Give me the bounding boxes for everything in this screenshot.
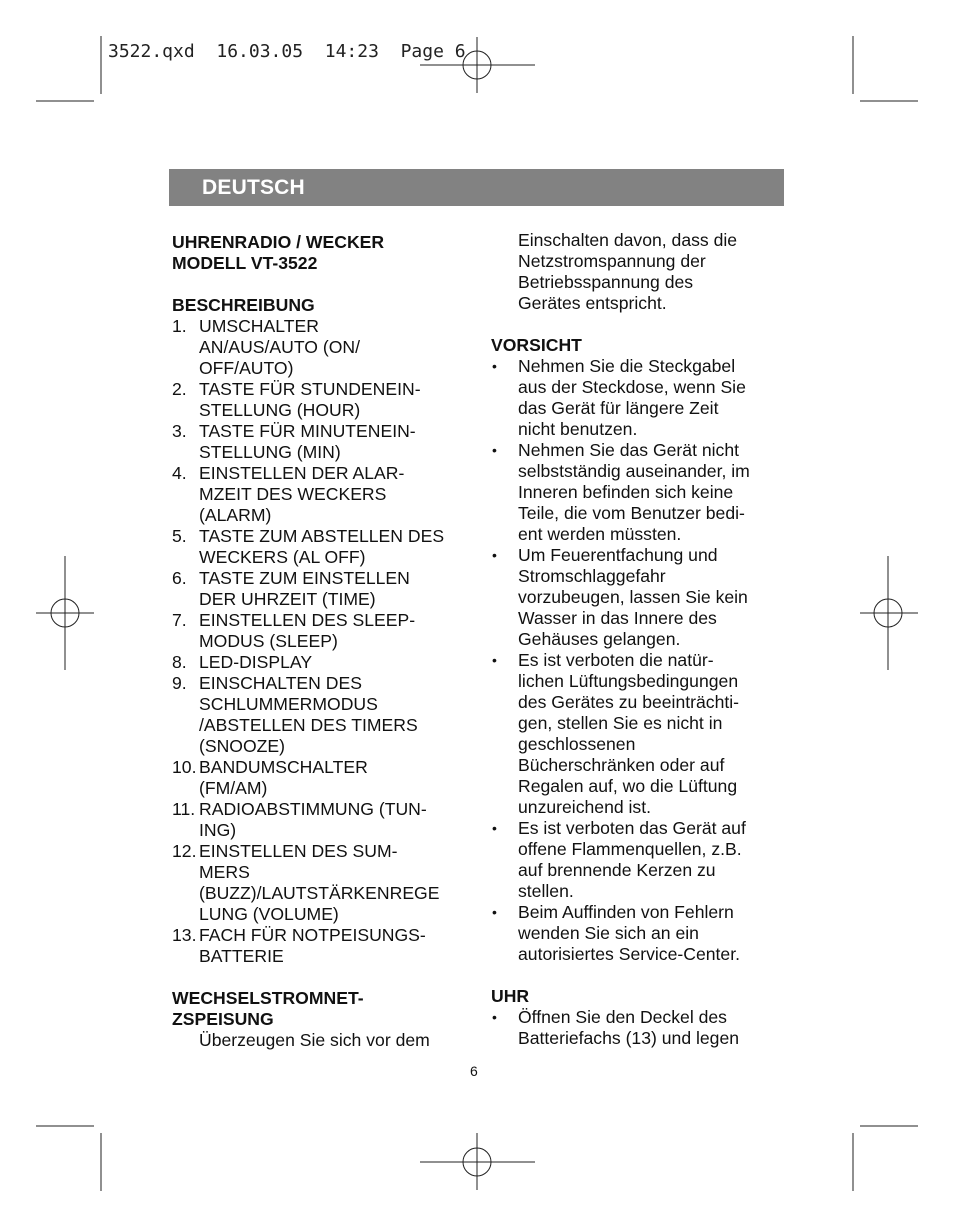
list-item-line: EINSCHALTEN DES xyxy=(199,673,362,693)
bullet-icon: • xyxy=(492,358,497,374)
list-item-number: 1. xyxy=(172,316,187,336)
list-item xyxy=(172,316,472,379)
bullet-line: lichen Lüftungsbedingungen xyxy=(518,671,739,691)
language-banner xyxy=(169,169,784,206)
bullet-line: nicht benutzen. xyxy=(518,419,638,439)
power-text-continued xyxy=(491,230,791,314)
bullet-line: geschlossenen xyxy=(518,734,636,754)
caution-heading: VORSICHT xyxy=(491,335,582,355)
list-item-number: 12. xyxy=(172,841,197,861)
list-item-line: (SNOOZE) xyxy=(199,736,286,756)
page-number: 6 xyxy=(470,1063,478,1079)
list-item-line: DER UHRZEIT (TIME) xyxy=(199,589,376,609)
list-item-line: (ALARM) xyxy=(199,505,272,525)
list-item-line: (FM/AM) xyxy=(199,778,268,798)
bullet-line: Bücherschränken oder auf xyxy=(518,755,725,775)
bullet-line: Nehmen Sie die Steckgabel xyxy=(518,356,736,376)
list-item xyxy=(172,841,472,925)
list-item-line: AN/AUS/AUTO (ON/ xyxy=(199,337,360,357)
bullet-icon: • xyxy=(492,904,497,920)
right-column xyxy=(491,230,791,1049)
list-item-number: 5. xyxy=(172,526,187,546)
list-item-line: MODUS (SLEEP) xyxy=(199,631,338,651)
bullet-item xyxy=(491,440,791,545)
bullet-line: Stromschlaggefahr xyxy=(518,566,666,586)
model-line: MODELL VT-3522 xyxy=(172,253,318,273)
list-item-number: 13. xyxy=(172,925,197,945)
bullet-line: das Gerät für längere Zeit xyxy=(518,398,719,418)
bullet-line: Um Feuerentfachung und xyxy=(518,545,718,565)
list-item-line: (BUZZ)/LAUTSTÄRKENREGE xyxy=(199,883,440,903)
bullet-line: Öffnen Sie den Deckel des xyxy=(518,1007,727,1027)
bullet-line: Es ist verboten die natür- xyxy=(518,650,714,670)
text-line: Betriebsspannung des xyxy=(518,272,694,292)
bullet-line: offene Flammenquellen, z.B. xyxy=(518,839,742,859)
list-item-line: BATTERIE xyxy=(199,946,284,966)
list-item-line: EINSTELLEN DER ALAR- xyxy=(199,463,405,483)
list-item-line: BANDUMSCHALTER xyxy=(199,757,368,777)
list-item-line: EINSTELLEN DES SUM- xyxy=(199,841,398,861)
description-heading: BESCHREIBUNG xyxy=(172,295,315,315)
list-item xyxy=(172,463,472,526)
bullet-line: Es ist verboten das Gerät auf xyxy=(518,818,746,838)
list-item-number: 6. xyxy=(172,568,187,588)
list-item-number: 8. xyxy=(172,652,187,672)
list-item xyxy=(172,757,472,799)
list-item-line: ING) xyxy=(199,820,237,840)
list-item xyxy=(172,652,472,673)
title-line: UHRENRADIO / WECKER xyxy=(172,232,385,252)
bullet-icon: • xyxy=(492,820,497,836)
list-item-line: EINSTELLEN DES SLEEP- xyxy=(199,610,416,630)
list-item xyxy=(172,421,472,463)
bullet-item xyxy=(491,818,791,902)
list-item xyxy=(172,379,472,421)
bullet-line: Regalen auf, wo die Lüftung xyxy=(518,776,738,796)
bullet-line: selbstständig auseinander, im xyxy=(518,461,750,481)
bullet-item xyxy=(491,650,791,818)
bullet-line: wenden Sie sich an ein xyxy=(518,923,699,943)
list-item xyxy=(172,610,472,652)
list-item-line: TASTE ZUM EINSTELLEN xyxy=(199,568,410,588)
bullet-line: unzureichend ist. xyxy=(518,797,652,817)
clock-heading: UHR xyxy=(491,986,530,1006)
list-item xyxy=(172,799,472,841)
bullet-line: auf brennende Kerzen zu xyxy=(518,860,716,880)
list-item-number: 4. xyxy=(172,463,187,483)
bullet-line: des Gerätes zu beeinträchti- xyxy=(518,692,740,712)
left-column xyxy=(172,232,472,1051)
list-item-line: TASTE ZUM ABSTELLEN DES xyxy=(199,526,445,546)
bullet-line: gen, stellen Sie es nicht in xyxy=(518,713,723,733)
list-item-line: FACH FÜR NOTPEISUNGS- xyxy=(199,925,426,945)
list-item-number: 10. xyxy=(172,757,197,777)
bullet-line: vorzubeugen, lassen Sie kein xyxy=(518,587,748,607)
list-item-line: TASTE FÜR STUNDENEIN- xyxy=(199,379,421,399)
bullet-icon: • xyxy=(492,547,497,563)
list-item-line: STELLUNG (MIN) xyxy=(199,442,341,462)
bullet-line: Teile, die vom Benutzer bedi- xyxy=(518,503,745,523)
bullet-line: Batteriefachs (13) und legen xyxy=(518,1028,740,1048)
list-item-number: 11. xyxy=(172,799,196,819)
caution-list xyxy=(491,356,791,965)
list-item-line: RADIOABSTIMMUNG (TUN- xyxy=(199,799,427,819)
bullet-line: Gehäuses gelangen. xyxy=(518,629,681,649)
bullet-line: Wasser in das Innere des xyxy=(518,608,717,628)
bullet-icon: • xyxy=(492,652,497,668)
parts-list xyxy=(172,316,472,967)
bullet-icon: • xyxy=(492,1009,497,1025)
list-item-line: UMSCHALTER xyxy=(199,316,319,336)
bullet-icon: • xyxy=(492,442,497,458)
bullet-line: autorisiertes Service-Center. xyxy=(518,944,740,964)
list-item-number: 3. xyxy=(172,421,187,441)
list-item-line: MERS xyxy=(199,862,250,882)
list-item-line: LED-DISPLAY xyxy=(199,652,313,672)
power-heading-cont: ZSPEISUNG xyxy=(172,1009,274,1029)
list-item-number: 2. xyxy=(172,379,187,399)
bullet-line: Beim Auffinden von Fehlern xyxy=(518,902,734,922)
list-item-line: WECKERS (AL OFF) xyxy=(199,547,366,567)
bullet-item xyxy=(491,545,791,650)
list-item xyxy=(172,568,472,610)
list-item xyxy=(172,925,472,967)
banner-title: DEUTSCH xyxy=(202,176,305,199)
bullet-item xyxy=(491,902,791,965)
list-item-line: TASTE FÜR MINUTENEIN- xyxy=(199,421,416,441)
bullet-line: stellen. xyxy=(518,881,574,901)
list-item-line: /ABSTELLEN DES TIMERS xyxy=(199,715,418,735)
text-line: Einschalten davon, dass die xyxy=(518,230,738,250)
print-slug: 3522.qxd 16.03.05 14:23 Page 6 xyxy=(108,41,466,62)
bullet-item xyxy=(491,356,791,440)
text-line: Gerätes entspricht. xyxy=(518,293,667,313)
list-item-line: OFF/AUTO) xyxy=(199,358,294,378)
text-line: Netzstromspannung der xyxy=(518,251,706,271)
bullet-line: Inneren befinden sich keine xyxy=(518,482,734,502)
bullet-line: aus der Steckdose, wenn Sie xyxy=(518,377,746,397)
list-item xyxy=(172,673,472,757)
bullet-line: ent werden müssten. xyxy=(518,524,682,544)
clock-list xyxy=(491,1007,791,1049)
list-item-line: SCHLUMMERMODUS xyxy=(199,694,378,714)
bullet-item xyxy=(491,1007,791,1049)
power-text: Überzeugen Sie sich vor dem xyxy=(199,1030,430,1050)
list-item-line: LUNG (VOLUME) xyxy=(199,904,339,924)
list-item-number: 7. xyxy=(172,610,187,630)
list-item-line: MZEIT DES WECKERS xyxy=(199,484,387,504)
list-item xyxy=(172,526,472,568)
list-item-number: 9. xyxy=(172,673,187,693)
power-heading: WECHSELSTROMNET- xyxy=(172,988,364,1008)
bullet-line: Nehmen Sie das Gerät nicht xyxy=(518,440,740,460)
list-item-line: STELLUNG (HOUR) xyxy=(199,400,361,420)
